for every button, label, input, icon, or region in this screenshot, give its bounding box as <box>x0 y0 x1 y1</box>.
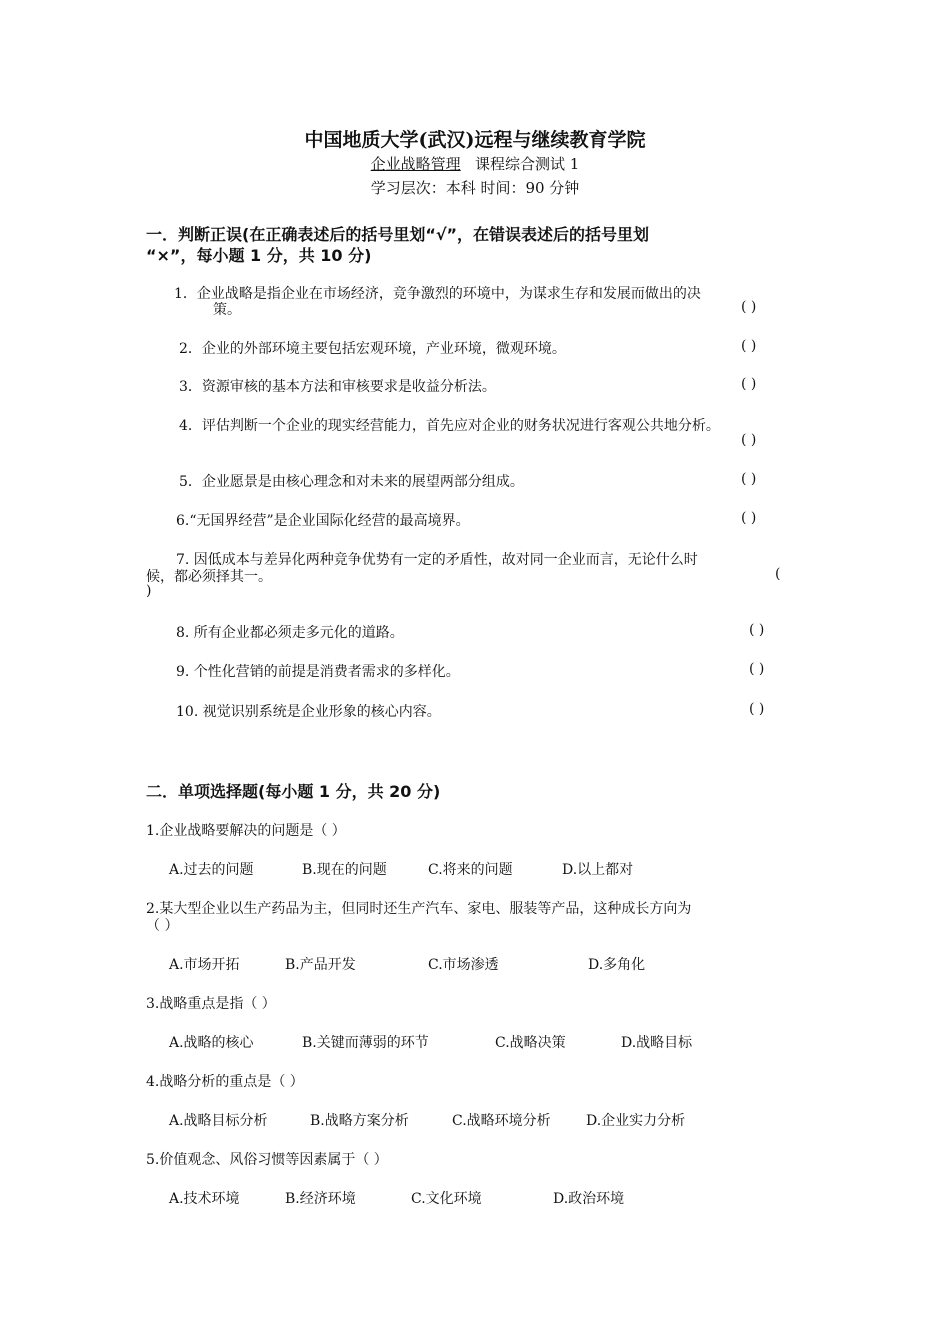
mc-q3-option-b[interactable]: B.关键而薄弱的环节 <box>302 1035 429 1051</box>
exam-meta: 学习层次：本科 时间：90 分钟 <box>370 179 580 197</box>
tf-answer-1[interactable]: ( ) <box>741 299 757 315</box>
section1-heading-line2: “×”，每小题 1 分，共 10 分) <box>146 246 372 265</box>
mc-q3-option-a[interactable]: A.战略的核心 <box>169 1035 254 1051</box>
mc-q2-option-b[interactable]: B.产品开发 <box>285 957 356 973</box>
tf-question-2: 2．企业的外部环境主要包括宏观环境，产业环境，微观环境。 <box>179 341 566 357</box>
mc-q1-option-c[interactable]: C.将来的问题 <box>428 862 513 878</box>
mc-q4-option-a[interactable]: A.战略目标分析 <box>169 1113 268 1129</box>
tf-question-8: 8. 所有企业都必须走多元化的道路。 <box>176 625 404 641</box>
tf-answer-8[interactable]: ( ) <box>749 622 765 638</box>
tf-question-7-line1: 7. 因低成本与差异化两种竞争优势有一定的矛盾性，故对同一企业而言，无论什么时 <box>176 552 698 568</box>
mc-q5-option-b[interactable]: B.经济环境 <box>285 1191 356 1207</box>
tf-answer-7-open[interactable]: ( <box>775 566 781 582</box>
section1-heading-line1: 一．判断正误(在正确表述后的括号里划“√”，在错误表述后的括号里划 <box>146 225 650 244</box>
tf-question-3: 3．资源审核的基本方法和审核要求是收益分析法。 <box>179 379 496 395</box>
tf-question-4: 4．评估判断一个企业的现实经营能力，首先应对企业的财务状况进行客观公共地分析。 <box>179 418 720 434</box>
tf-answer-6[interactable]: ( ) <box>741 510 757 526</box>
tf-question-6: 6.“无国界经营”是企业国际化经营的最高境界。 <box>176 513 470 529</box>
tf-answer-9[interactable]: ( ) <box>749 661 765 677</box>
mc-q5-option-d[interactable]: D.政治环境 <box>553 1191 625 1207</box>
institution-title: 中国地质大学(武汉)远程与继续教育学院 <box>304 129 646 151</box>
tf-answer-3[interactable]: ( ) <box>741 376 757 392</box>
mc-q2-option-c[interactable]: C.市场渗透 <box>428 957 499 973</box>
mc-q2-option-d[interactable]: D.多角化 <box>588 957 646 973</box>
tf-question-10: 10. 视觉识别系统是企业形象的核心内容。 <box>176 704 441 720</box>
mc-question-3: 3.战略重点是指（ ） <box>146 996 276 1012</box>
mc-question-1: 1.企业战略要解决的问题是（ ） <box>146 823 346 839</box>
mc-q2-option-a[interactable]: A.市场开拓 <box>169 957 240 973</box>
tf-question-5: 5．企业愿景是由核心理念和对未来的展望两部分组成。 <box>179 474 524 490</box>
course-line <box>0 153 950 174</box>
tf-answer-10[interactable]: ( ) <box>749 701 765 717</box>
course-name: 企业战略管理 <box>370 155 461 173</box>
section2-heading: 二．单项选择题(每小题 1 分，共 20 分) <box>146 782 441 801</box>
mc-q5-option-a[interactable]: A.技术环境 <box>169 1191 240 1207</box>
mc-question-4: 4.战略分析的重点是（ ） <box>146 1074 304 1090</box>
tf-question-7-line2: 候，都必须择其一。 <box>146 569 272 585</box>
tf-answer-7-close[interactable]: ) <box>146 583 152 599</box>
mc-question-5: 5.价值观念、风俗习惯等因素属于（ ） <box>146 1152 388 1168</box>
mc-question-2-line1: 2.某大型企业以生产药品为主，但同时还生产汽车、家电、服装等产品，这种成长方向为 <box>146 901 692 917</box>
mc-q1-option-b[interactable]: B.现在的问题 <box>302 862 387 878</box>
course-suffix: 课程综合测试 1 <box>475 155 580 173</box>
tf-question-1-line1: 1．企业战略是指企业在市场经济，竞争激烈的环境中，为谋求生存和发展而做出的决 <box>174 286 701 302</box>
tf-answer-5[interactable]: ( ) <box>741 471 757 487</box>
tf-question-1-line2: 策。 <box>213 302 241 318</box>
mc-q1-option-d[interactable]: D.以上都对 <box>562 862 634 878</box>
tf-question-9: 9. 个性化营销的前提是消费者需求的多样化。 <box>176 664 460 680</box>
mc-q4-option-b[interactable]: B.战略方案分析 <box>310 1113 409 1129</box>
mc-q4-option-d[interactable]: D.企业实力分析 <box>586 1113 686 1129</box>
mc-question-2-line2: （ ） <box>146 918 179 934</box>
mc-q3-option-d[interactable]: D.战略目标 <box>621 1035 693 1051</box>
mc-q1-option-a[interactable]: A.过去的问题 <box>169 862 254 878</box>
mc-q3-option-c[interactable]: C.战略决策 <box>495 1035 566 1051</box>
mc-q4-option-c[interactable]: C.战略环境分析 <box>452 1113 551 1129</box>
tf-answer-2[interactable]: ( ) <box>741 338 757 354</box>
mc-q5-option-c[interactable]: C.文化环境 <box>411 1191 482 1207</box>
tf-answer-4[interactable]: ( ) <box>741 432 757 448</box>
